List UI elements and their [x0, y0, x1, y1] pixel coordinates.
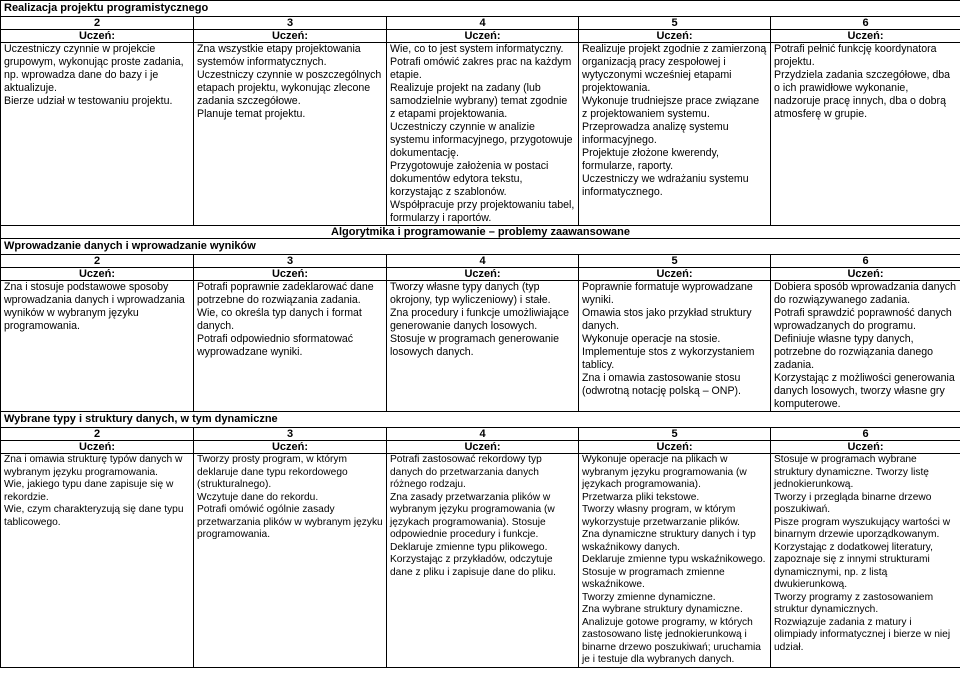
section-title-row [1, 1, 960, 17]
grade-number-row [1, 428, 960, 441]
requirements-row [1, 281, 960, 412]
student-label: Uczeń: [579, 441, 771, 454]
grade-number: 6 [771, 428, 960, 441]
student-label-row [1, 441, 960, 454]
section-title: Realizacja projektu programistycznego [1, 1, 960, 17]
student-label: Uczeń: [1, 441, 194, 454]
requirement-cell [387, 454, 579, 668]
requirement-cell [771, 454, 960, 668]
requirement-text: Wykonuje operacje na plikach w wybranym języku programowania (w językach programowania). Przetwarza pliki tekstowe. Tworzy własny program, w którym wykorzystuje przetwarzanie plików. Zna dynamiczne struktury danych i typ wskaźnikowy danych. Deklaruje zmienne typu wskaźnikowego. Stosuje w programach zmienne wskaźnikowe. Tworzy zmienne dynamiczne. Zna wybrane struktury dynamiczne. Analizuje gotowe programy, w których zastosowano listę jednokierunkową i binarne drzewo poszukiwań; uruchamia je i testuje dla wybranych danych. [582, 454, 766, 665]
requirements-row [1, 454, 960, 668]
requirement-text: Uczestniczy czynnie w projekcie grupowym, wykonując proste zadania, np. wprowadza dane do bazy i je aktualizuje. Bierze udział w testowaniu projektu. [4, 43, 184, 107]
student-label-row [1, 268, 960, 281]
requirement-text: Stosuje w programach wybrane struktury dynamiczne. Tworzy listę jednokierunkową. Tworzy i przegląda binarne drzewo poszukiwań. Pisze program wyszukujący wartości w binarnym drzewie uporządkowanym. Korzystając z dodatkowej literatury, zapoznaje się z innymi strukturami dynamicznymi, np. z listą dwukierunkową. Tworzy programy z zastosowaniem struktur dynamicznych. Rozwiązuje zadania z matury i olimpiady informatycznej i bierze w niej udział. [774, 454, 951, 653]
grade-number: 3 [194, 428, 387, 441]
requirement-text: Tworzy prosty program, w którym deklaruje dane typu rekordowego (strukturalnego). Wczytuje dane do rekordu. Potrafi omówić ogólnie zasady przetwarzania plików w wybranym języku programowania. [197, 454, 383, 540]
requirement-cell [579, 281, 771, 412]
requirement-text: Poprawnie formatuje wyprowadzane wyniki. Omawia stos jako przykład struktury danych. Wykonuje operacje na stosie. Implementuje stos z wykorzystaniem tablicy. Zna i omawia zastosowanie stosu (odwrotną notację polską – ONP). [582, 281, 755, 397]
requirement-text: Dobiera sposób wprowadzania danych do rozwiązywanego zadania. Potrafi sprawdzić poprawność danych wprowadzanych do programu. Definiuje własne typy danych, potrzebne do rozwiązania danego zadania. Korzystając z możliwości generowania danych losowych, tworzy własne gry komputerowe. [774, 281, 956, 410]
grade-number-row [1, 255, 960, 268]
requirement-text: Potrafi zastosować rekordowy typ danych do przetwarzania danych różnego rodzaju. Zna zasady przetwarzania plików w wybranym języku programowania (w językach programowania). Stosuje odpowiednie procedury i funkcje. Deklaruje zmienne typu plikowego. Korzystając z przykładów, odczytuje dane z pliku i zapisuje dane do pliku. [390, 454, 556, 578]
requirement-cell [387, 43, 579, 226]
requirement-text: Tworzy własne typy danych (typ okrojony, typ wyliczeniowy) i stałe. Zna procedury i funkcje umożliwiające generowanie danych losowych. Stosuje w programach generowanie losowych danych. [390, 281, 569, 358]
student-label: Uczeń: [579, 268, 771, 281]
grade-number: 6 [771, 17, 960, 30]
grade-number: 2 [1, 428, 194, 441]
student-label: Uczeń: [771, 268, 960, 281]
section-title-row [1, 412, 960, 428]
section-title: Wybrane typy i struktury danych, w tym dynamiczne [1, 412, 960, 428]
part-heading-row [1, 226, 960, 239]
student-label: Uczeń: [1, 30, 194, 43]
requirement-cell [771, 43, 960, 226]
requirement-text: Zna i omawia strukturę typów danych w wybranym języku programowania. Wie, jakiego typu dane zapisuje się w rekordzie. Wie, czym charakteryzują się dane typu tablicowego. [4, 454, 184, 528]
grade-number: 4 [387, 17, 579, 30]
requirement-text: Zna i stosuje podstawowe sposoby wprowadzania danych i wprowadzania wyników w wybranym języku programowania. [4, 281, 185, 332]
section-title-row [1, 239, 960, 255]
requirement-cell [194, 43, 387, 226]
requirement-text: Potrafi pełnić funkcję koordynatora projektu. Przydziela zadania szczegółowe, dba o ich prawidłowe wykonanie, nadzoruje pracę innych, dba o dobrą atmosferę w grupie. [774, 43, 951, 120]
grade-number: 5 [579, 255, 771, 268]
grade-number: 2 [1, 17, 194, 30]
grade-number: 4 [387, 428, 579, 441]
requirement-cell [579, 454, 771, 668]
requirements-row [1, 43, 960, 226]
requirement-cell [1, 454, 194, 668]
grade-number: 2 [1, 255, 194, 268]
student-label: Uczeń: [771, 441, 960, 454]
requirement-cell [387, 281, 579, 412]
section-title: Wprowadzanie danych i wprowadzanie wyników [1, 239, 960, 255]
student-label: Uczeń: [194, 30, 387, 43]
grade-number: 4 [387, 255, 579, 268]
grade-number: 3 [194, 255, 387, 268]
grade-number-row [1, 17, 960, 30]
requirement-cell [579, 43, 771, 226]
part-heading: Algorytmika i programowanie – problemy zaawansowane [1, 226, 960, 239]
student-label: Uczeń: [771, 30, 960, 43]
student-label-row [1, 30, 960, 43]
grade-number: 5 [579, 428, 771, 441]
grade-number: 3 [194, 17, 387, 30]
student-label: Uczeń: [387, 30, 579, 43]
requirement-text: Realizuje projekt zgodnie z zamierzoną organizacją pracy zespołowej i wytyczonymi wcześniej etapami projektowania. Wykonuje trudniejsze prace związane z projektowaniem systemu. Przeprowadza analizę systemu informacyjnego. Projektuje złożone kwerendy, formularze, raporty. Uczestniczy we wdrażaniu systemu informatycznego. [582, 43, 767, 198]
requirement-cell [194, 281, 387, 412]
student-label: Uczeń: [194, 441, 387, 454]
student-label: Uczeń: [387, 268, 579, 281]
requirement-cell [1, 281, 194, 412]
grade-number: 6 [771, 255, 960, 268]
requirement-text: Potrafi poprawnie zadeklarować dane potrzebne do rozwiązania zadania. Wie, co określa typ danych i format danych. Potrafi odpowiednio sformatować wyprowadzane wyniki. [197, 281, 374, 358]
requirement-cell [771, 281, 960, 412]
requirement-text: Zna wszystkie etapy projektowania systemów informatycznych. Uczestniczy czynnie w poszczególnych etapach projektu, wykonując zlecone zadania szczegółowe. Planuje temat projektu. [197, 43, 382, 120]
requirement-cell [1, 43, 194, 226]
grade-number: 5 [579, 17, 771, 30]
student-label: Uczeń: [579, 30, 771, 43]
student-label: Uczeń: [194, 268, 387, 281]
requirement-text: Wie, co to jest system informatyczny. Potrafi omówić zakres prac na każdym etapie. Realizuje projekt na zadany (lub samodzielnie wybrany) temat zgodnie z etapami projektowania. Uczestniczy czynnie w analizie systemu informacyjnego, przygotowuje dokumentację. Przygotowuje założenia w postaci dokumentów edytora tekstu, korzystając z szablonów. Współpracuje przy projektowaniu tabel, formularzy i raportów. [390, 43, 575, 224]
student-label: Uczeń: [1, 268, 194, 281]
requirement-cell [194, 454, 387, 668]
student-label: Uczeń: [387, 441, 579, 454]
